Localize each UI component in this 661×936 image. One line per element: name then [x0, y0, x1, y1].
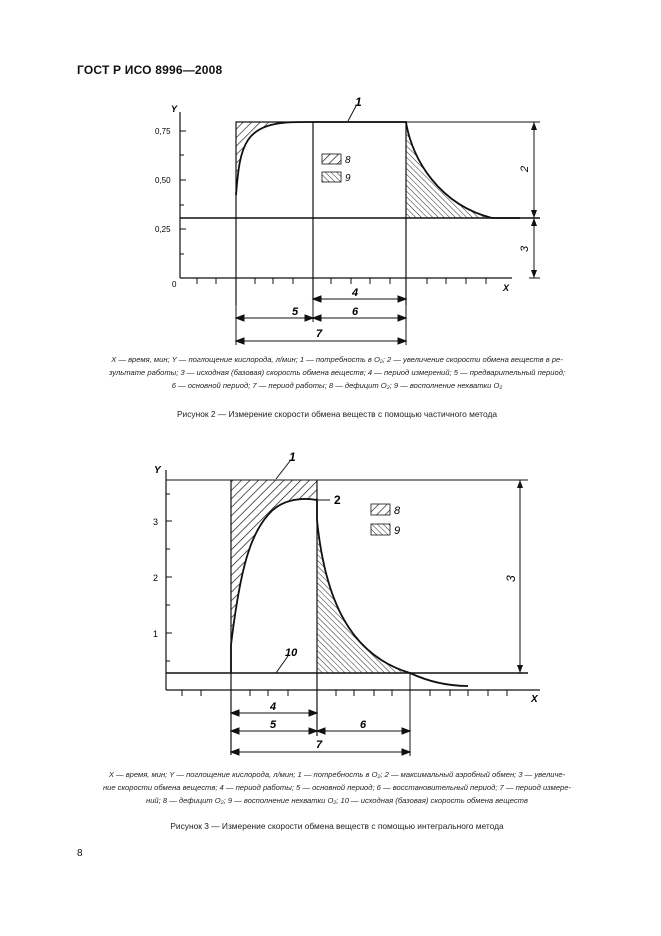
y-tick-label: 0,75 [155, 127, 171, 136]
caption-line: X — время, мин; Y — поглощение кислорода, л/мин; 1 — потребность в O₂; 2 — максимальный аэробный обмен; 3 — увеличе- [108, 770, 566, 779]
y-axis-label: Y [171, 104, 178, 114]
dimension-label-2: 2 [519, 165, 531, 172]
x-axis-label: X [503, 283, 510, 293]
figure-3-caption [77, 768, 597, 807]
dimension-label-3: 3 [519, 245, 531, 252]
dimension-label-7: 7 [316, 328, 323, 340]
dimension-label-3: 3 [504, 575, 518, 582]
oxygen-deficit-area [236, 122, 310, 195]
x-axis-label: X [531, 694, 538, 705]
legend-swatch-8 [322, 154, 341, 164]
y-tick-label: 2 [153, 573, 159, 583]
figure-2-title: Рисунок 2 — Измерение скорости обмена веществ с помощью частичного метода [176, 409, 498, 419]
dimension-label-5: 5 [270, 719, 277, 731]
y-tick-label: 0 [172, 280, 177, 289]
callout-2: 2 [334, 493, 341, 507]
figure-3 [0, 440, 661, 760]
figure-2 [0, 0, 661, 350]
x-ticks [197, 278, 486, 284]
document-header: ГОСТ Р ИСО 8996—2008 [77, 63, 223, 77]
caption-line: ние скорости обмена веществ; 4 — период работы; 5 — основной период; 6 — восстановительный период; 7 — период измере- [102, 783, 572, 792]
page-number: 8 [77, 848, 83, 859]
callout-1: 1 [289, 450, 296, 464]
legend-swatch-9 [322, 172, 341, 182]
y-ticks [166, 494, 172, 661]
y-ticks [180, 131, 186, 254]
caption-line: X — время, мин; Y — поглощение кислорода, л/мин; 1 — потребность в O₂; 2 — увеличение скорости обмена веществ в ре- [111, 355, 563, 364]
dimension-label-4: 4 [352, 287, 359, 299]
legend-label-9: 9 [394, 525, 401, 537]
figure-2-caption [77, 353, 597, 392]
figure-3-drawing [0, 440, 661, 760]
y-tick-label: 0,25 [155, 225, 171, 234]
callout-10: 10 [285, 647, 298, 659]
legend-label-9: 9 [345, 173, 351, 184]
oxygen-recovery-area [406, 122, 492, 218]
caption-line: ний; 8 — дефицит O₂; 9 — восполнение нехватки O₂; 10 — исходная (базовая) скорость обмена веществ [146, 796, 528, 805]
dimension-label-7: 7 [316, 739, 323, 751]
callout-leader [276, 461, 290, 479]
y-axis-label: Y [154, 465, 161, 476]
legend-swatch-9 [371, 524, 390, 535]
figure-2-drawing [0, 0, 661, 350]
oxygen-uptake-curve [236, 122, 520, 218]
y-tick-label: 3 [153, 517, 159, 527]
caption-line: зультате работы; 3 — исходная (базовая) скорость обмена веществ; 4 — период измерений; 5 — предварительный период; [108, 368, 566, 377]
legend-label-8: 8 [394, 505, 401, 517]
callout-1: 1 [355, 95, 362, 109]
caption-line: 6 — основной период; 7 — период работы; 8 — дефицит O₂; 9 — восполнение нехватки O₂ [171, 381, 503, 390]
y-tick-label: 0,50 [155, 176, 171, 185]
legend-label-8: 8 [345, 155, 351, 166]
legend-swatch-8 [371, 504, 390, 515]
y-tick-label: 1 [153, 629, 159, 639]
dimension-label-6: 6 [352, 306, 359, 318]
figure-3-title: Рисунок 3 — Измерение скорости обмена веществ с помощью интегрального метода [170, 821, 504, 831]
dimension-label-4: 4 [270, 701, 277, 713]
oxygen-recovery-area [317, 520, 410, 673]
oxygen-deficit-area [231, 480, 317, 645]
dimension-label-6: 6 [360, 719, 367, 731]
dimension-label-5: 5 [292, 306, 299, 318]
